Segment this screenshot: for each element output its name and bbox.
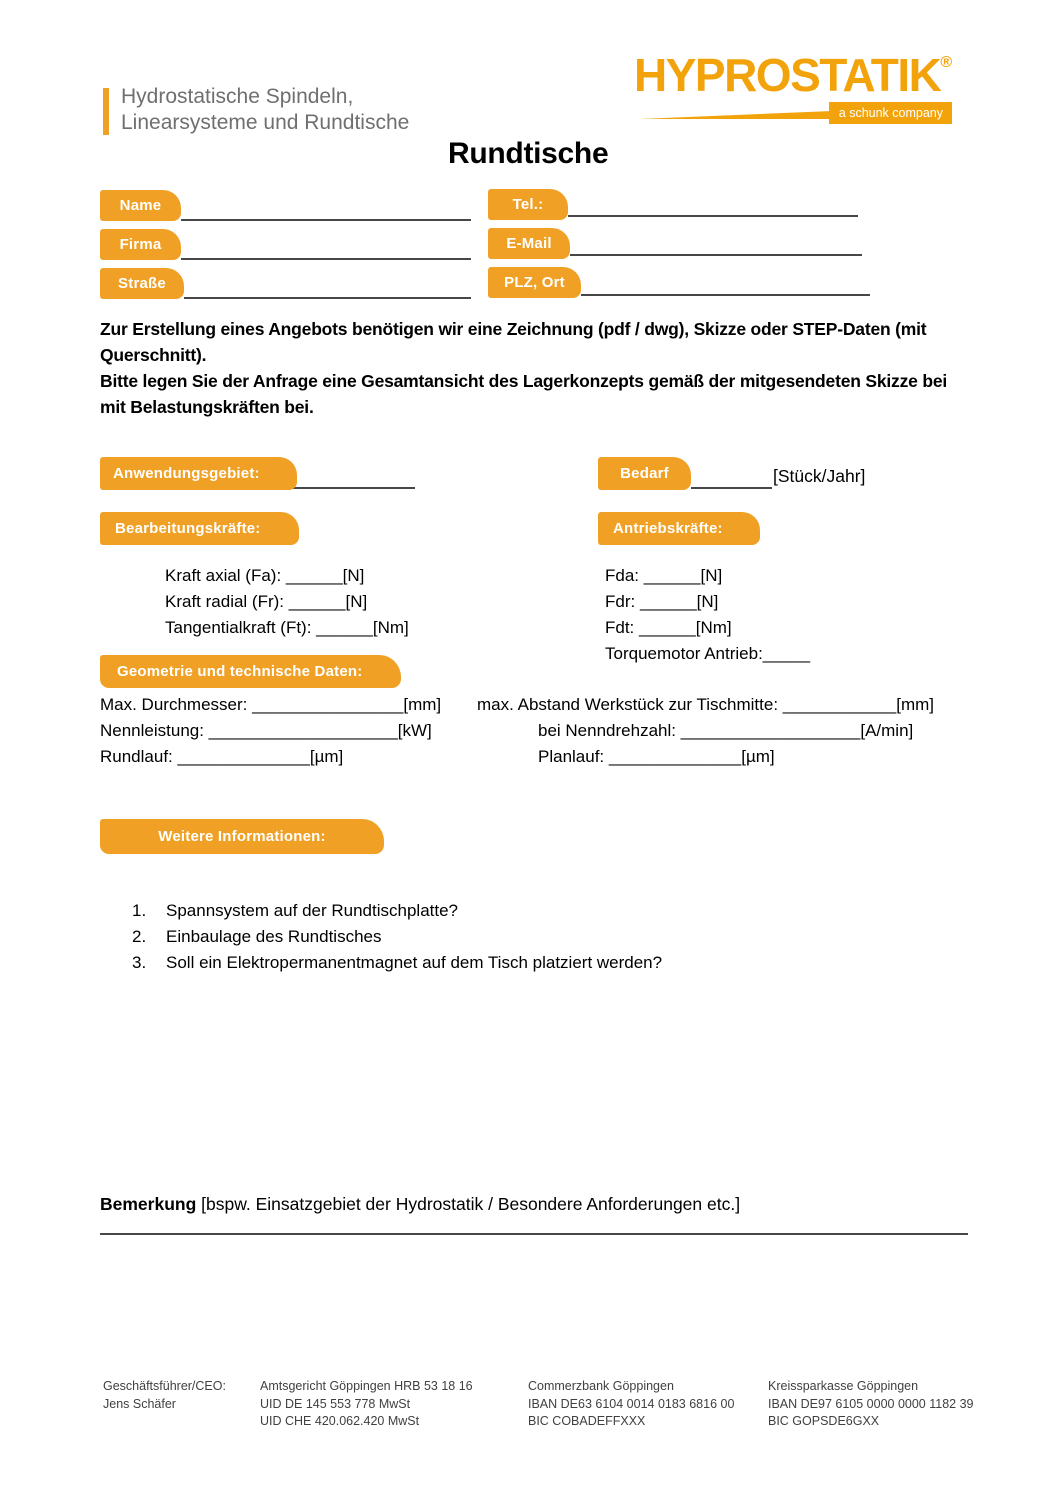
fdr-row: Fdr: ______[N] (605, 592, 719, 611)
bedarf-unit: [Stück/Jahr] (773, 466, 866, 486)
bedarf-tab-label: Bedarf (620, 465, 669, 482)
email-tab-label: E-Mail (506, 235, 552, 252)
fdt-row: Fdt: ______[Nm] (605, 618, 732, 637)
company-tagline (121, 84, 409, 136)
list-item-text: Soll ein Elektropermanentmagnet auf dem Tisch platziert werden? (166, 953, 663, 972)
intro-sentence-1: Zur Erstellung eines Angebots benötigen wir eine Zeichnung (pdf / dwg), Skizze oder STEP-Daten (mit Querschnitt). (100, 319, 927, 365)
bemerkung-hint: [bspw. Einsatzgebiet der Hydrostatik / Besondere Anforderungen etc.] (196, 1194, 741, 1214)
footer-kreissparkasse-column (768, 1378, 974, 1431)
footer-line: Jens Schäfer (103, 1396, 176, 1411)
footer-line: IBAN DE63 6104 0014 0183 6816 00 (528, 1396, 735, 1411)
bemerkung-caption (100, 1194, 740, 1215)
bedarf-tab (598, 457, 691, 490)
footer-line: UID CHE 420.062.420 MwSt (260, 1414, 420, 1428)
bemerkung-label: Bemerkung (100, 1194, 197, 1214)
brand-accent-bar (103, 88, 109, 135)
company-tagline-line2: Linearsysteme und Rundtische (121, 111, 410, 134)
email-input-line[interactable] (570, 254, 862, 256)
strasse-tab (100, 268, 184, 299)
list-item-number: 3. (132, 953, 147, 972)
page-title: Rundtische (448, 137, 609, 170)
geometrie-tab-label: Geometrie und technische Daten: (117, 663, 363, 680)
bedarf-input-line[interactable] (691, 487, 772, 489)
strasse-input-line[interactable] (184, 297, 471, 299)
footer-registry-column (260, 1378, 473, 1431)
footer-line: Kreissparkasse Göppingen (768, 1379, 919, 1393)
plz-ort-input-line[interactable] (581, 294, 870, 296)
torquemotor-row: Torquemotor Antrieb:_____ (605, 644, 811, 663)
kraft-radial-row: Kraft radial (Fr): ______[N] (165, 592, 368, 611)
list-item-text: Einbaulage des Rundtisches (166, 927, 382, 946)
fda-row: Fda: ______[N] (605, 566, 723, 585)
intro-paragraph (100, 316, 952, 420)
anwendungsgebiet-tab-label: Anwendungsgebiet: (113, 465, 260, 482)
footer-line: IBAN DE97 6105 0000 0000 1182 39 (768, 1396, 974, 1411)
logo-wedge-area (634, 99, 956, 125)
planlauf-row: Planlauf: ______________[µm] (538, 747, 775, 766)
footer-line: Commerzbank Göppingen (528, 1379, 674, 1393)
firma-tab-label: Firma (119, 236, 162, 253)
antriebskraefte-tab (598, 512, 760, 545)
bearbeitungskraefte-tab (100, 512, 299, 545)
max-durchmesser-row: Max. Durchmesser: ________________[mm] (100, 695, 442, 714)
antriebskraefte-tab-label: Antriebskräfte: (613, 520, 723, 537)
anwendungsgebiet-tab (100, 457, 297, 490)
footer-line: BIC COBADEFFXXX (528, 1414, 646, 1428)
tel-input-line[interactable] (568, 215, 858, 217)
strasse-tab-label: Straße (118, 275, 166, 292)
footer-ceo-column (103, 1378, 226, 1413)
plz-ort-tab (488, 267, 581, 298)
bearbeitungskraefte-tab-label: Bearbeitungskräfte: (115, 520, 261, 537)
name-tab (100, 190, 181, 221)
kraft-axial-row: Kraft axial (Fa): ______[N] (165, 566, 365, 585)
list-item-number: 1. (132, 901, 147, 920)
rundlauf-row: Rundlauf: ______________[µm] (100, 747, 344, 766)
intro-sentence-2: Bitte legen Sie der Anfrage eine Gesamtansicht des Lagerkonzepts gemäß der mitgesendeten Skizze bei mit Belastungskräften bei. (100, 371, 948, 417)
nennleistung-row: Nennleistung: ____________________[kW] (100, 721, 432, 740)
plz-ort-tab-label: PLZ, Ort (504, 274, 565, 291)
nenndrehzahl-row: bei Nenndrehzahl: ___________________[A/min] (538, 721, 914, 740)
list-item (132, 901, 458, 921)
email-tab (488, 228, 570, 259)
logo-wordmark (634, 49, 960, 101)
hyprostatik-logo (634, 49, 960, 125)
schunk-company-badge: a schunk company (829, 102, 952, 124)
name-input-line[interactable] (181, 219, 471, 221)
footer-line: Geschäftsführer/CEO: (103, 1379, 226, 1393)
geometrie-tab (100, 655, 401, 688)
list-item-number: 2. (132, 927, 147, 946)
firma-tab (100, 229, 181, 260)
registered-mark-icon: ® (940, 54, 953, 71)
list-item-text: Spannsystem auf der Rundtischplatte? (166, 901, 459, 920)
bemerkung-input-line[interactable] (100, 1233, 968, 1235)
weitere-informationen-tab (100, 819, 384, 854)
tel-tab (488, 189, 568, 220)
company-tagline-line1: Hydrostatische Spindeln, (121, 85, 354, 108)
weitere-informationen-tab-label: Weitere Informationen: (158, 828, 326, 845)
list-item (132, 953, 662, 973)
footer-line: BIC GOPSDE6GXX (768, 1414, 880, 1428)
logo-brand-text: HYPROSTATIK (634, 49, 941, 101)
tangentialkraft-row: Tangentialkraft (Ft): ______[Nm] (165, 618, 409, 637)
name-tab-label: Name (119, 197, 162, 214)
abstand-werkstueck-row: max. Abstand Werkstück zur Tischmitte: ____________[mm] (477, 695, 935, 714)
firma-input-line[interactable] (181, 258, 471, 260)
list-item (132, 927, 381, 947)
tel-tab-label: Tel.: (512, 196, 544, 213)
footer-line: Amtsgericht Göppingen HRB 53 18 16 (260, 1379, 473, 1393)
footer-commerzbank-column (528, 1378, 734, 1431)
footer-line: UID DE 145 553 778 MwSt (260, 1396, 411, 1411)
